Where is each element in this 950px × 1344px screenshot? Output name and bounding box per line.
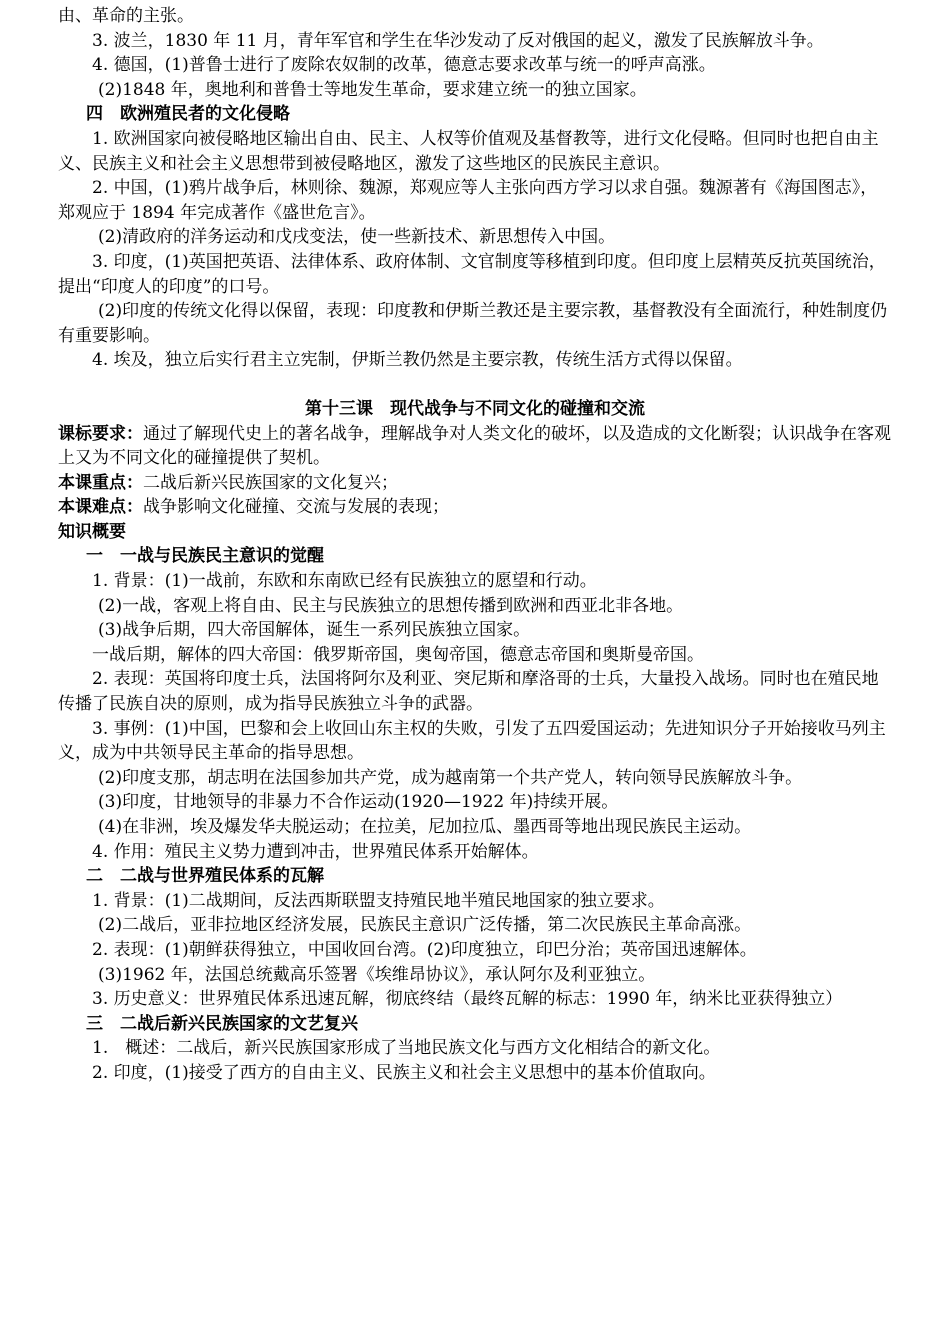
text-line: 2. 印度，(1)接受了西方的自由主义、民族主义和社会主义思想中的基本价值取向。 — [92, 1062, 716, 1083]
text-line: 4. 德国，(1)普鲁士进行了废除农奴制的改革，德意志要求改革与统一的呼声高涨。 — [92, 55, 716, 76]
key-point-label: 本课重点： — [58, 472, 143, 493]
text-line: 2. 表现：(1)朝鲜获得独立，中国收回台湾。(2)印度独立，印巴分治；英帝国迅速解体。 — [92, 939, 757, 960]
section-heading: 四 欧洲殖民者的文化侵略 — [86, 104, 290, 125]
text-line: 3. 印度，(1)英国把英语、法律体系、政府体制、文官制度等移植到印度。但印度上层精英反抗英国统治，提出“印度人的印度”的口号。 — [58, 251, 886, 297]
text-line: (3)战争后期，四大帝国解体，诞生一系列民族独立国家。 — [98, 620, 531, 641]
text-line: 3. 历史意义：世界殖民体系迅速瓦解，彻底终结（最终瓦解的标志：1990 年，纳米比亚获得独立） — [92, 989, 843, 1010]
text-line: 一战后期，解体的四大帝国：俄罗斯帝国，奥匈帝国，德意志帝国和奥斯曼帝国。 — [92, 644, 704, 665]
text-line: 2. 中国，(1)鸦片战争后，林则徐、魏源，郑观应等人主张向西方学习以求自强。魏源著有《海国图志》，郑观应于 1894 年完成著作《盛世危言》。 — [58, 178, 878, 223]
key-point-text: 二战后新兴民族国家的文化复兴； — [143, 472, 398, 493]
text-line: 3. 事例：(1)中国，巴黎和会上收回山东主权的失败，引发了五四爱国运动；先进知识分子开始接收马列主义，成为中共领导民主革命的指导思想。 — [58, 718, 886, 764]
text-line: 3. 波兰，1830 年 11 月，青年军官和学生在华沙发动了反对俄国的起义，激发了民族解放斗争。 — [92, 30, 824, 51]
lesson-title: 第十三课 现代战争与不同文化的碰撞和交流 — [305, 398, 645, 419]
section-heading: 三 二战后新兴民族国家的文艺复兴 — [86, 1013, 358, 1034]
section-heading: 一 一战与民族民主意识的觉醒 — [86, 546, 324, 567]
text-line: (4)在非洲，埃及爆发华夫脱运动；在拉美，尼加拉瓜、墨西哥等地出现民族民主运动。 — [98, 817, 752, 837]
text-line: (2)印度的传统文化得以保留，表现：印度教和伊斯兰教还是主要宗教，基督教没有全面流行，种姓制度仍有重要影响。 — [58, 301, 888, 346]
text-line: 4. 作用：殖民主义势力遭到冲击，世界殖民体系开始解体。 — [92, 841, 539, 862]
lesson-requirements — [58, 422, 892, 471]
section-heading: 二 二战与世界殖民体系的瓦解 — [86, 866, 324, 887]
difficulty-text: 战争影响文化碰撞、交流与发展的表现； — [143, 497, 449, 518]
text-line: 1. 欧洲国家向被侵略地区输出自由、民主、人权等价值观及基督教等，进行文化侵略。但同时也把自由主义、民族主义和社会主义思想带到被侵略地区，激发了这些地区的民族民主意识。 — [58, 128, 879, 174]
text-line: (2)印度支那，胡志明在法国参加共产党，成为越南第一个共产党人，转向领导民族解放斗争。 — [98, 767, 803, 788]
text-line: 由、革命的主张。 — [58, 6, 194, 26]
requirements-label: 课标要求： — [58, 423, 143, 444]
text-line: (2)一战，客观上将自由、民主与民族独立的思想传播到欧洲和西亚北非各地。 — [98, 595, 684, 616]
text-line: 1. 概述：二战后，新兴民族国家形成了当地民族文化与西方文化相结合的新文化。 — [92, 1038, 721, 1059]
requirements-text: 通过了解现代史上的著名战争，理解战争对人类文化的破坏，以及造成的文化断裂；认识战争在客观上又为不同文化的碰撞提供了契机。 — [58, 423, 891, 469]
text-line: (2)清政府的洋务运动和戊戌变法，使一些新技术、新思想传入中国。 — [98, 227, 616, 248]
text-line: (3)1962 年，法国总统戴高乐签署《埃维昂协议》，承认阿尔及利亚独立。 — [98, 964, 656, 985]
text-line: 4. 埃及，独立后实行君主立宪制，伊斯兰教仍然是主要宗教，传统生活方式得以保留。 — [92, 350, 743, 371]
overview-heading: 知识概要 — [58, 521, 126, 542]
text-line: (2)1848 年，奥地利和普鲁士等地发生革命，要求建立统一的独立国家。 — [98, 79, 647, 100]
text-line: 1. 背景：(1)一战前，东欧和东南欧已经有民族独立的愿望和行动。 — [92, 571, 597, 592]
lesson-difficulty — [58, 495, 892, 520]
text-line: (3)印度，甘地领导的非暴力不合作运动(1920—1922 年)持续开展。 — [98, 792, 619, 813]
text-line: 1. 背景：(1)二战期间，反法西斯联盟支持殖民地半殖民地国家的独立要求。 — [92, 890, 665, 911]
lesson-key-point — [58, 471, 892, 496]
text-line: (2)二战后，亚非拉地区经济发展，民族民主意识广泛传播，第二次民族民主革命高涨。 — [98, 915, 752, 936]
text-line: 2. 表现：英国将印度士兵，法国将阿尔及利亚、突尼斯和摩洛哥的士兵，大量投入战场。同时也在殖民地传播了民族自决的原则，成为指导民族独立斗争的武器。 — [58, 669, 879, 715]
difficulty-label: 本课难点： — [58, 497, 143, 518]
